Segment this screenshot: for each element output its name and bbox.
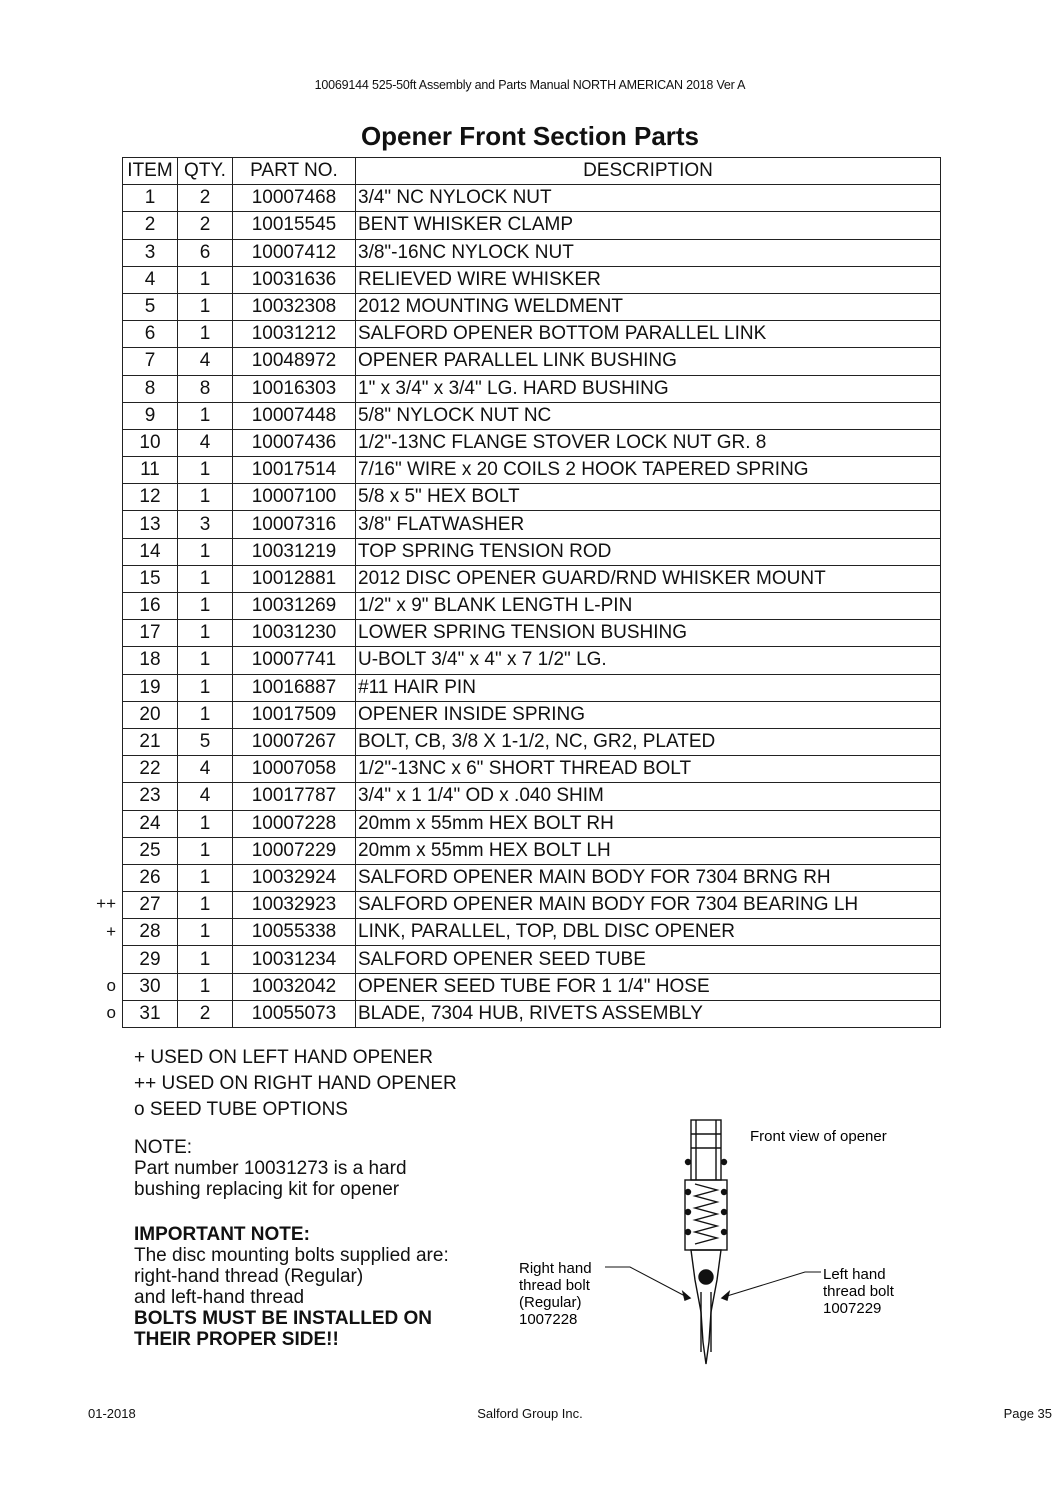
left-hand-label-line: 1007229 [823, 1300, 882, 1317]
page-title: Opener Front Section Parts [360, 121, 700, 151]
item-cell: 19 [123, 674, 178, 701]
table-row [123, 728, 941, 755]
table-row [123, 946, 941, 973]
note-heading: NOTE: [134, 1137, 193, 1158]
part-number-cell: 10031230 [233, 620, 356, 647]
qty-cell: 5 [178, 728, 233, 755]
qty-cell: 1 [178, 892, 233, 919]
part-number-cell: 10007468 [233, 185, 356, 212]
part-number-cell: 10007100 [233, 484, 356, 511]
item-cell: 13 [123, 511, 178, 538]
important-note-line: and left-hand thread [134, 1287, 305, 1308]
description-cell: 5/8" NYLOCK NUT NC [356, 402, 941, 429]
col-header-part-no: PART NO. [233, 158, 356, 185]
parts-table [122, 157, 941, 1028]
part-number-cell: 10015545 [233, 212, 356, 239]
hub [699, 1270, 713, 1284]
qty-cell: 1 [178, 593, 233, 620]
item-cell: 4 [123, 266, 178, 293]
qty-cell: 1 [178, 701, 233, 728]
col-header-qty: QTY. [178, 158, 233, 185]
row-mark: + [106, 921, 116, 941]
item-cell: 9 [123, 402, 178, 429]
description-cell: 1/2"-13NC FLANGE STOVER LOCK NUT GR. 8 [356, 429, 941, 456]
item-cell: 22 [123, 756, 178, 783]
footer-date: 01-2018 [88, 1406, 136, 1421]
table-row [123, 511, 941, 538]
qty-cell: 1 [178, 837, 233, 864]
legend-seed-tube: o SEED TUBE OPTIONS [134, 1099, 348, 1120]
part-number-cell: 10012881 [233, 565, 356, 592]
opener-lower-body [691, 1250, 721, 1364]
part-number-cell: 10007267 [233, 728, 356, 755]
right-hand-label-line: Right hand [519, 1260, 592, 1277]
description-cell: 2012 MOUNTING WELDMENT [356, 293, 941, 320]
item-cell: 15 [123, 565, 178, 592]
part-number-cell: 10055073 [233, 1000, 356, 1027]
description-cell: 3/4" NC NYLOCK NUT [356, 185, 941, 212]
item-cell: 26 [123, 864, 178, 891]
table-row [123, 810, 941, 837]
qty-cell: 3 [178, 511, 233, 538]
row-mark: o [106, 1003, 116, 1023]
description-cell: SALFORD OPENER SEED TUBE [356, 946, 941, 973]
part-number-cell: 10055338 [233, 919, 356, 946]
table-row [123, 864, 941, 891]
qty-cell: 1 [178, 266, 233, 293]
figure-caption: Front view of opener [750, 1128, 887, 1145]
important-note-line: The disc mounting bolts supplied are: [134, 1245, 449, 1266]
qty-cell: 4 [178, 429, 233, 456]
part-number-cell: 10016887 [233, 674, 356, 701]
qty-cell: 1 [178, 647, 233, 674]
right-hand-label-line: thread bolt [519, 1277, 590, 1294]
part-number-cell: 10007741 [233, 647, 356, 674]
part-number-cell: 10007316 [233, 511, 356, 538]
table-row [123, 348, 941, 375]
table-row [123, 457, 941, 484]
item-cell: 25 [123, 837, 178, 864]
legend-left-hand: + USED ON LEFT HAND OPENER [134, 1047, 433, 1068]
qty-cell: 2 [178, 212, 233, 239]
qty-cell: 1 [178, 674, 233, 701]
part-number-cell: 10048972 [233, 348, 356, 375]
left-hand-label-line: Left hand [823, 1266, 886, 1283]
right-hand-label-line: 1007228 [519, 1311, 578, 1328]
description-cell: 2012 DISC OPENER GUARD/RND WHISKER MOUNT [356, 565, 941, 592]
row-mark: ++ [96, 894, 116, 914]
table-row [123, 239, 941, 266]
left-hand-leader-line [727, 1272, 821, 1296]
right-hand-label-line: (Regular) [519, 1294, 582, 1311]
row-mark: o [106, 976, 116, 995]
description-cell: 20mm x 55mm HEX BOLT LH [356, 837, 941, 864]
table-row [123, 402, 941, 429]
part-number-cell: 10007228 [233, 810, 356, 837]
description-cell: SALFORD OPENER MAIN BODY FOR 7304 BEARING LH [356, 892, 941, 919]
qty-cell: 4 [178, 756, 233, 783]
qty-cell: 8 [178, 375, 233, 402]
description-cell: 3/8" FLATWASHER [356, 511, 941, 538]
qty-cell: 1 [178, 402, 233, 429]
part-number-cell: 10032308 [233, 293, 356, 320]
table-row [123, 212, 941, 239]
description-cell: BOLT, CB, 3/8 X 1-1/2, NC, GR2, PLATED [356, 728, 941, 755]
item-cell: 21 [123, 728, 178, 755]
table-row [123, 321, 941, 348]
legend-right-hand: ++ USED ON RIGHT HAND OPENER [134, 1073, 457, 1094]
description-cell: OPENER INSIDE SPRING [356, 701, 941, 728]
table-row [123, 565, 941, 592]
part-number-cell: 10032042 [233, 973, 356, 1000]
part-number-cell: 10017787 [233, 783, 356, 810]
table-row [123, 538, 941, 565]
qty-cell: 4 [178, 348, 233, 375]
frame-body [685, 1180, 727, 1250]
description-cell: OPENER PARALLEL LINK BUSHING [356, 348, 941, 375]
description-cell: 1/2" x 9" BLANK LENGTH L-PIN [356, 593, 941, 620]
description-cell: LOWER SPRING TENSION BUSHING [356, 620, 941, 647]
table-row [123, 266, 941, 293]
part-number-cell: 10031219 [233, 538, 356, 565]
part-number-cell: 10007448 [233, 402, 356, 429]
description-cell: 1" x 3/4" x 3/4" LG. HARD BUSHING [356, 375, 941, 402]
footer-company: Salford Group Inc. [477, 1406, 583, 1421]
table-row [123, 701, 941, 728]
description-cell: SALFORD OPENER MAIN BODY FOR 7304 BRNG RH [356, 864, 941, 891]
opener-drawing [605, 1120, 821, 1364]
table-header-row [123, 158, 941, 185]
table-row [123, 1000, 941, 1027]
item-cell: 6 [123, 321, 178, 348]
description-cell: SALFORD OPENER BOTTOM PARALLEL LINK [356, 321, 941, 348]
note-block [134, 1137, 407, 1200]
document-header: 10069144 525-50ft Assembly and Parts Manual NORTH AMERICAN 2018 Ver A [314, 78, 746, 92]
qty-cell: 1 [178, 321, 233, 348]
description-cell: 3/8"-16NC NYLOCK NUT [356, 239, 941, 266]
important-warning-line: THEIR PROPER SIDE!! [134, 1329, 339, 1350]
description-cell: TOP SPRING TENSION ROD [356, 538, 941, 565]
qty-cell: 1 [178, 864, 233, 891]
part-number-cell: 10031234 [233, 946, 356, 973]
important-note-block [134, 1224, 449, 1350]
spring [695, 1184, 717, 1244]
parts-table-body [123, 185, 941, 1028]
description-cell: BLADE, 7304 HUB, RIVETS ASSEMBLY [356, 1000, 941, 1027]
table-row [123, 375, 941, 402]
item-cell: 29 [123, 946, 178, 973]
note-line: Part number 10031273 is a hard [134, 1158, 407, 1179]
description-cell: LINK, PARALLEL, TOP, DBL DISC OPENER [356, 919, 941, 946]
important-warning-line: BOLTS MUST BE INSTALLED ON [134, 1308, 433, 1329]
item-cell: 2 [123, 212, 178, 239]
qty-cell: 2 [178, 1000, 233, 1027]
part-number-cell: 10007229 [233, 837, 356, 864]
qty-cell: 1 [178, 810, 233, 837]
qty-cell: 1 [178, 457, 233, 484]
qty-cell: 1 [178, 946, 233, 973]
item-cell: 12 [123, 484, 178, 511]
item-cell: 14 [123, 538, 178, 565]
item-cell: 20 [123, 701, 178, 728]
legend [134, 1045, 457, 1123]
description-cell: OPENER SEED TUBE FOR 1 1/4" HOSE [356, 973, 941, 1000]
table-row [123, 593, 941, 620]
item-cell: 11 [123, 457, 178, 484]
description-cell: 3/4" x 1 1/4" OD x .040 SHIM [356, 783, 941, 810]
note-line: bushing replacing kit for opener [134, 1179, 400, 1200]
part-number-cell: 10032923 [233, 892, 356, 919]
part-number-cell: 10007058 [233, 756, 356, 783]
part-number-cell: 10007436 [233, 429, 356, 456]
part-number-cell: 10031212 [233, 321, 356, 348]
item-cell: 28 [123, 919, 178, 946]
description-cell: 7/16" WIRE x 20 COILS 2 HOOK TAPERED SPRING [356, 457, 941, 484]
item-cell: 7 [123, 348, 178, 375]
table-row [123, 837, 941, 864]
col-header-item: ITEM [123, 158, 178, 185]
qty-cell: 1 [178, 484, 233, 511]
table-row [123, 783, 941, 810]
right-hand-leader-line [605, 1267, 685, 1296]
part-number-cell: 10017514 [233, 457, 356, 484]
col-header-description: DESCRIPTION [356, 158, 941, 185]
item-cell: 16 [123, 593, 178, 620]
item-cell: 27 [123, 892, 178, 919]
item-cell: 18 [123, 647, 178, 674]
part-number-cell: 10031636 [233, 266, 356, 293]
item-cell: 1 [123, 185, 178, 212]
part-number-cell: 10032924 [233, 864, 356, 891]
table-row [123, 293, 941, 320]
part-number-cell: 10031269 [233, 593, 356, 620]
qty-cell: 1 [178, 973, 233, 1000]
description-cell: 20mm x 55mm HEX BOLT RH [356, 810, 941, 837]
opener-front-view-figure [505, 1112, 925, 1372]
qty-cell: 1 [178, 565, 233, 592]
table-row [123, 674, 941, 701]
description-cell: 5/8 x 5" HEX BOLT [356, 484, 941, 511]
table-row [123, 429, 941, 456]
qty-cell: 2 [178, 185, 233, 212]
item-cell: 23 [123, 783, 178, 810]
item-cell: 24 [123, 810, 178, 837]
table-row [123, 484, 941, 511]
item-cell: 30 [123, 973, 178, 1000]
qty-cell: 1 [178, 293, 233, 320]
table-row [123, 647, 941, 674]
qty-cell: 1 [178, 919, 233, 946]
description-cell: BENT WHISKER CLAMP [356, 212, 941, 239]
item-cell: 3 [123, 239, 178, 266]
qty-cell: 4 [178, 783, 233, 810]
description-cell: 1/2"-13NC x 6" SHORT THREAD BOLT [356, 756, 941, 783]
qty-cell: 1 [178, 620, 233, 647]
table-row [123, 185, 941, 212]
description-cell: U-BOLT 3/4" x 4" x 7 1/2" LG. [356, 647, 941, 674]
left-hand-label-line: thread bolt [823, 1283, 894, 1300]
description-cell: RELIEVED WIRE WHISKER [356, 266, 941, 293]
table-row [123, 919, 941, 946]
item-cell: 5 [123, 293, 178, 320]
item-cell: 31 [123, 1000, 178, 1027]
qty-cell: 6 [178, 239, 233, 266]
important-note-heading: IMPORTANT NOTE: [134, 1224, 310, 1245]
item-cell: 8 [123, 375, 178, 402]
table-row [123, 973, 941, 1000]
table-row [123, 892, 941, 919]
item-cell: 10 [123, 429, 178, 456]
part-number-cell: 10016303 [233, 375, 356, 402]
footer-page-number: Page 35 [1003, 1406, 1052, 1421]
table-row [123, 756, 941, 783]
description-cell: #11 HAIR PIN [356, 674, 941, 701]
qty-cell: 1 [178, 538, 233, 565]
table-row [123, 620, 941, 647]
item-cell: 17 [123, 620, 178, 647]
part-number-cell: 10017509 [233, 701, 356, 728]
part-number-cell: 10007412 [233, 239, 356, 266]
important-note-line: right-hand thread (Regular) [134, 1266, 364, 1287]
